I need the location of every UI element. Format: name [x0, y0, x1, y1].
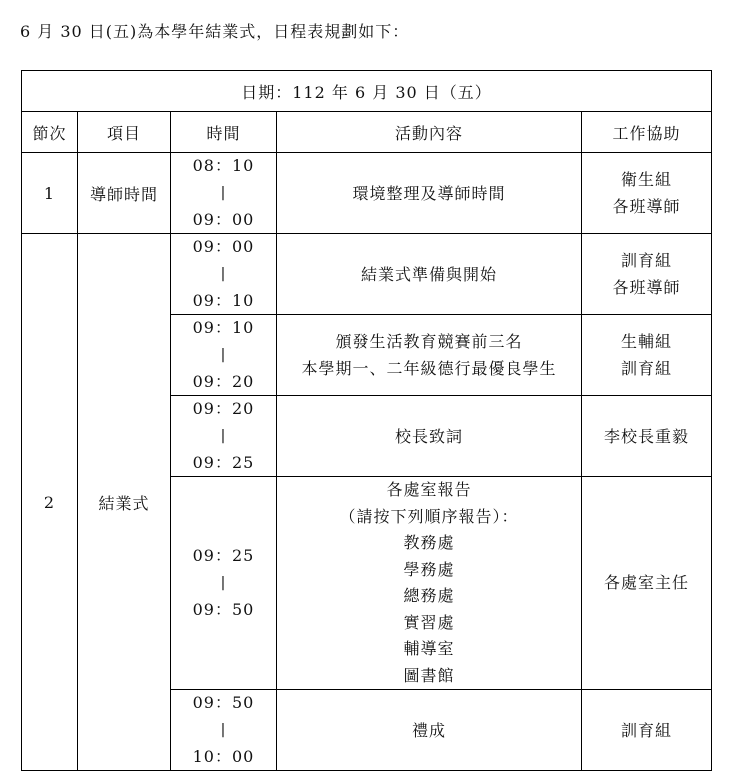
header-content: 活動內容	[277, 112, 582, 153]
time-range	[171, 234, 277, 315]
help-line: 生輔組	[621, 332, 673, 351]
activity-content	[277, 315, 582, 396]
item-name: 結業式	[78, 234, 171, 771]
time-separator: |	[220, 722, 227, 738]
content-line: （請按下列順序報告）：	[339, 506, 519, 526]
time-end: 10：00	[192, 747, 255, 766]
help-line: 訓育組	[621, 720, 673, 740]
activity-content	[277, 153, 582, 234]
content-line: 學務處	[403, 559, 455, 579]
help-line: 李校長重毅	[604, 426, 690, 446]
help-line: 各處室主任	[604, 572, 690, 592]
time-range	[171, 315, 277, 396]
activity-content	[277, 477, 582, 690]
time-end: 09：20	[192, 372, 255, 391]
table-date-title: 日期：112 年 6 月 30 日（五）	[22, 71, 712, 112]
activity-content	[277, 690, 582, 771]
help-cell	[582, 234, 712, 315]
content-line: 環境整理及導師時間	[352, 183, 506, 203]
help-line: 各班導師	[612, 278, 681, 297]
help-cell	[582, 315, 712, 396]
help-cell	[582, 396, 712, 477]
intro-text: 6 月 30 日(五)為本學年結業式，日程表規劃如下：	[20, 22, 410, 41]
help-line: 衛生組	[621, 170, 673, 189]
table-row	[22, 153, 712, 234]
time-start: 09：10	[192, 318, 255, 337]
table-row	[22, 234, 712, 315]
help-cell	[582, 477, 712, 690]
content-line: 結業式準備與開始	[360, 264, 497, 284]
session-number: 1	[22, 153, 78, 234]
time-end: 09：00	[192, 210, 255, 229]
time-start: 09：20	[192, 399, 255, 418]
time-range	[171, 153, 277, 234]
content-line: 各處室報告	[386, 480, 472, 499]
header-time: 時間	[171, 112, 277, 153]
session-number: 2	[22, 234, 78, 771]
time-range	[171, 690, 277, 771]
time-separator: |	[220, 347, 227, 363]
item-name: 導師時間	[78, 153, 171, 234]
time-separator: |	[220, 428, 227, 444]
time-range	[171, 477, 277, 690]
content-line: 圖書館	[403, 665, 455, 685]
time-separator: |	[220, 575, 227, 591]
help-line: 訓育組	[621, 359, 673, 378]
time-end: 09：10	[192, 291, 255, 310]
time-start: 09：50	[192, 693, 255, 712]
header-help: 工作協助	[582, 112, 712, 153]
activity-content	[277, 396, 582, 477]
content-line: 頒發生活教育競賽前三名	[335, 332, 523, 351]
help-line: 各班導師	[612, 197, 681, 216]
header-session: 節次	[22, 112, 78, 153]
content-line: 總務處	[403, 586, 455, 605]
help-line: 訓育組	[621, 251, 673, 270]
table-header-row	[22, 112, 712, 153]
content-line: 校長致詞	[394, 426, 463, 446]
activity-content	[277, 234, 582, 315]
time-end: 09：25	[192, 453, 255, 472]
time-start: 09：25	[192, 546, 255, 565]
time-start: 08：10	[192, 156, 255, 175]
content-line: 教務處	[403, 533, 455, 552]
time-end: 09：50	[192, 600, 255, 619]
help-cell	[582, 153, 712, 234]
time-start: 09：00	[192, 237, 255, 256]
help-cell	[582, 690, 712, 771]
content-line: 輔導室	[403, 639, 455, 658]
schedule-table	[21, 70, 712, 771]
content-line: 禮成	[411, 720, 446, 740]
time-range	[171, 396, 277, 477]
content-line: 本學期一、二年級德行最優良學生	[301, 359, 557, 378]
header-item: 項目	[78, 112, 171, 153]
time-separator: |	[220, 185, 227, 201]
content-line: 實習處	[403, 612, 455, 632]
time-separator: |	[220, 266, 227, 282]
